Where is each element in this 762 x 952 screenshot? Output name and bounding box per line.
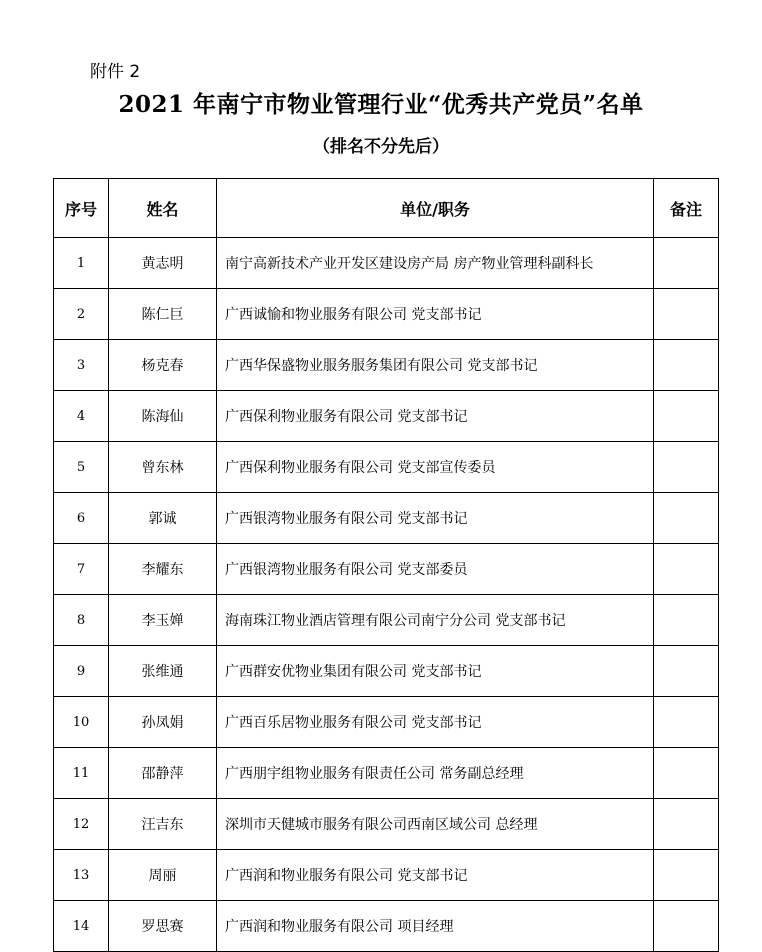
row-number: 14 xyxy=(54,901,109,952)
row-unit-position: 广西银湾物业服务有限公司 党支部书记 xyxy=(217,493,654,544)
row-remarks xyxy=(654,901,719,952)
row-unit-position: 广西银湾物业服务有限公司 党支部委员 xyxy=(217,544,654,595)
row-number: 7 xyxy=(54,544,109,595)
row-unit-position: 广西华保盛物业服务服务集团有限公司 党支部书记 xyxy=(217,340,654,391)
row-number: 4 xyxy=(54,391,109,442)
table-row xyxy=(54,391,719,442)
row-remarks xyxy=(654,238,719,289)
row-remarks xyxy=(654,850,719,901)
row-remarks xyxy=(654,442,719,493)
row-remarks xyxy=(654,391,719,442)
table-row xyxy=(54,697,719,748)
row-number: 3 xyxy=(54,340,109,391)
row-name: 郭诚 xyxy=(109,493,217,544)
table-row xyxy=(54,340,719,391)
row-number: 9 xyxy=(54,646,109,697)
row-remarks xyxy=(654,340,719,391)
row-unit-position: 南宁高新技术产业开发区建设房产局 房产物业管理科副科长 xyxy=(217,238,654,289)
row-remarks xyxy=(654,799,719,850)
table-header-row xyxy=(54,179,719,238)
document-title: 2021 年南宁市物业管理行业“优秀共产党员”名单 xyxy=(118,91,644,118)
row-remarks xyxy=(654,493,719,544)
row-name: 罗思赛 xyxy=(109,901,217,952)
row-name: 陈海仙 xyxy=(109,391,217,442)
row-number: 10 xyxy=(54,697,109,748)
table-row xyxy=(54,289,719,340)
table-row xyxy=(54,442,719,493)
row-number: 11 xyxy=(54,748,109,799)
row-remarks xyxy=(654,748,719,799)
row-remarks xyxy=(654,289,719,340)
row-unit-position: 广西保利物业服务有限公司 党支部书记 xyxy=(217,391,654,442)
table-row xyxy=(54,646,719,697)
table-row xyxy=(54,850,719,901)
row-remarks xyxy=(654,544,719,595)
row-unit-position: 广西百乐居物业服务有限公司 党支部书记 xyxy=(217,697,654,748)
row-remarks xyxy=(654,697,719,748)
document-subtitle: （排名不分先后） xyxy=(313,137,449,157)
table-row xyxy=(54,238,719,289)
row-name: 李耀东 xyxy=(109,544,217,595)
header-unit-position: 单位/职务 xyxy=(217,179,654,238)
attachment-label: 附件 2 xyxy=(90,62,141,82)
row-unit-position: 海南珠江物业酒店管理有限公司南宁分公司 党支部书记 xyxy=(217,595,654,646)
table-row xyxy=(54,493,719,544)
row-number: 1 xyxy=(54,238,109,289)
honor-list-table xyxy=(53,178,719,952)
row-number: 13 xyxy=(54,850,109,901)
row-name: 李玉婵 xyxy=(109,595,217,646)
row-name: 陈仁巨 xyxy=(109,289,217,340)
table-row xyxy=(54,748,719,799)
row-unit-position: 广西诚愉和物业服务有限公司 党支部书记 xyxy=(217,289,654,340)
row-name: 邵静萍 xyxy=(109,748,217,799)
row-name: 张维通 xyxy=(109,646,217,697)
header-name: 姓名 xyxy=(109,179,217,238)
row-unit-position: 广西润和物业服务有限公司 项目经理 xyxy=(217,901,654,952)
row-number: 12 xyxy=(54,799,109,850)
table-row xyxy=(54,799,719,850)
table-row xyxy=(54,544,719,595)
row-name: 汪吉东 xyxy=(109,799,217,850)
row-name: 杨克春 xyxy=(109,340,217,391)
row-unit-position: 广西朋宇组物业服务有限责任公司 常务副总经理 xyxy=(217,748,654,799)
row-unit-position: 广西群安优物业集团有限公司 党支部书记 xyxy=(217,646,654,697)
header-number: 序号 xyxy=(54,179,109,238)
row-name: 孙凤娟 xyxy=(109,697,217,748)
row-number: 8 xyxy=(54,595,109,646)
header-remarks: 备注 xyxy=(654,179,719,238)
row-name: 黄志明 xyxy=(109,238,217,289)
row-name: 曾东林 xyxy=(109,442,217,493)
row-number: 5 xyxy=(54,442,109,493)
table-row xyxy=(54,901,719,952)
row-unit-position: 深圳市天健城市服务有限公司西南区域公司 总经理 xyxy=(217,799,654,850)
row-unit-position: 广西润和物业服务有限公司 党支部书记 xyxy=(217,850,654,901)
row-number: 6 xyxy=(54,493,109,544)
row-unit-position: 广西保利物业服务有限公司 党支部宣传委员 xyxy=(217,442,654,493)
row-remarks xyxy=(654,595,719,646)
row-remarks xyxy=(654,646,719,697)
row-number: 2 xyxy=(54,289,109,340)
row-name: 周丽 xyxy=(109,850,217,901)
table-row xyxy=(54,595,719,646)
